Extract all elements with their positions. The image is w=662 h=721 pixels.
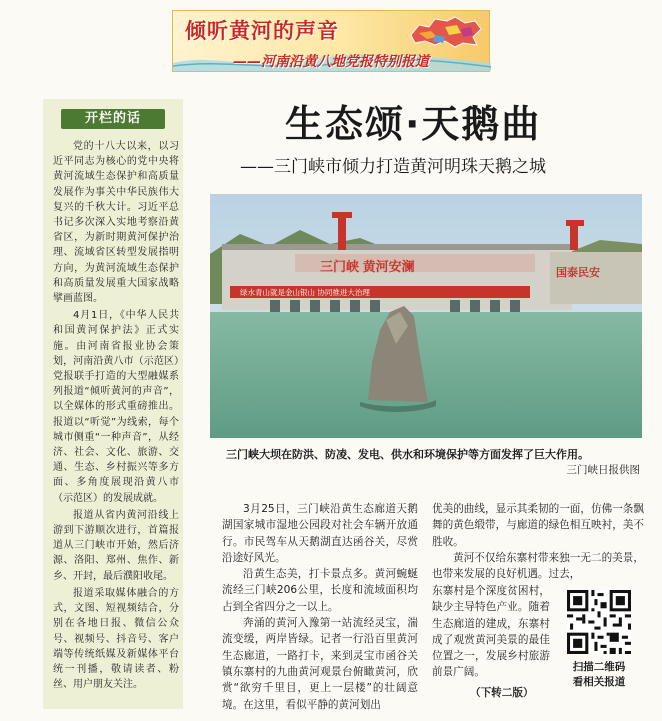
qr-label-line: 扫描二维码	[572, 661, 626, 673]
banner-subtitle: ——河南沿黄八地党报特别报道	[233, 54, 429, 70]
editor-note-sidebar	[43, 99, 183, 709]
article-column-2-lower	[432, 583, 550, 681]
qr-label-line: 看相关报道	[572, 676, 626, 688]
qr-label	[556, 660, 642, 690]
article-paragraph: 沿黄生态美，打卡景点多。黄河蜿蜒流经三门峡206公里，长度和流域面积均占到全省四分之一以上。	[222, 568, 418, 613]
henan-map-icon	[405, 15, 483, 49]
dam-sign: 三门峡 黄河安澜	[320, 259, 415, 274]
continued-notice: （下转二版）	[470, 687, 534, 699]
river-water	[210, 312, 642, 438]
sidebar-paragraph: 党的十八大以来，以习近平同志为核心的党中央将黄河流域生态保护和高质量发展作为事关中华民族伟大复兴的千秋大计。习近平总书记多次深入实地考察沿黄省区，为新时期黄河保护治理、流域省区转型发展指明方向，为黄河流域生态保护和高质量发展重大国家战略擘画蓝图。	[53, 141, 179, 305]
banner-title: 倾听黄河的声音	[185, 19, 339, 43]
sidebar-paragraph: 报道从省内黄河沿线上游到下游顺次进行，首篇报道从三门峡市开始，然后济源、洛阳、郑州、焦作、新乡、开封，最后濮阳收尾。	[53, 509, 179, 582]
article-paragraph: 东寨村是个深度贫困村，缺少主导特色产业。随着生态廊道的建成，东寨村成了观赏黄河美景的最佳位置之一，发展乡村旅游前景广阔。	[432, 585, 550, 679]
sidebar-body	[53, 139, 179, 694]
qr-code-icon[interactable]	[567, 590, 631, 654]
photo-caption: 三门峡大坝在防洪、防凌、发电、供水和环境保护等方面发挥了巨大作用。	[226, 448, 589, 461]
sidebar-heading-label: 开栏的话	[84, 111, 141, 126]
article-paragraph: 黄河不仅给东寨村带来独一无二的美景，也带来发展的良好机遇。过去，	[432, 551, 644, 581]
sidebar-paragraph: 4月1日，《中华人民共和国黄河保护法》正式实施。由河南省报业协会策划，河南沿黄八市（示范区）党报联手打造的大型融媒系列报道“倾听黄河的声音”，以全媒体的形式重磅推出。报道以“听觉”为线索，每个城市侧重“一种声音”，从经济、社会、文化、旅游、交通、生态、乡村振兴等多方面、多角度展现沿黄八市（示范区）的发展成就。	[53, 310, 179, 504]
sidebar-heading	[43, 109, 183, 131]
article-paragraph: 奔涌的黄河入豫第一站流经灵宝，湍流变缓，两岸皆绿。记者一行沿百里黄河生态廊道，一路打卡，来到灵宝市函谷关镇东寨村的九曲黄河观景台俯瞰黄河，欣赏“欲穷千里目，更上一层楼”的壮阔意境。在这里，看似平静的黄河划出	[222, 617, 418, 711]
sanmenxia-dam-illustration	[210, 194, 642, 438]
article-column-1	[222, 501, 418, 713]
sidebar-paragraph: 报道采取媒体融合的方式，文图、短视频结合，分别在各地日报、微信公众号、视频号、抖音号、客户端等传统纸媒及新媒体平台统一刊播，敬请读者、粉丝、用户朋友关注。	[53, 587, 179, 691]
article-paragraph: 3月25日，三门峡沿黄生态廊道天鹅湖国家城市湿地公园段对社会车辆开放通行。市民驾车从天鹅湖直达函谷关，尽赏沿途好风光。	[222, 503, 418, 564]
article-paragraph: 优美的曲线，显示其柔韧的一面，仿佛一条飘舞的黄色缎带，与廊道的绿色相互映衬，美不胜收。	[432, 503, 644, 548]
dam-banner: 绿水青山就是金山银山 协同推进大治理	[240, 288, 370, 297]
article-subtitle: ——三门峡市倾力打造黄河明珠天鹅之城	[240, 157, 546, 177]
column-banner	[172, 10, 490, 72]
article-column-2	[432, 501, 644, 582]
side-sign: 国泰民安	[556, 266, 600, 279]
article-title: 生态颂·天鹅曲	[285, 102, 542, 146]
dam-photo	[210, 194, 642, 438]
photo-credit: 三门峡日报供图	[566, 464, 640, 476]
